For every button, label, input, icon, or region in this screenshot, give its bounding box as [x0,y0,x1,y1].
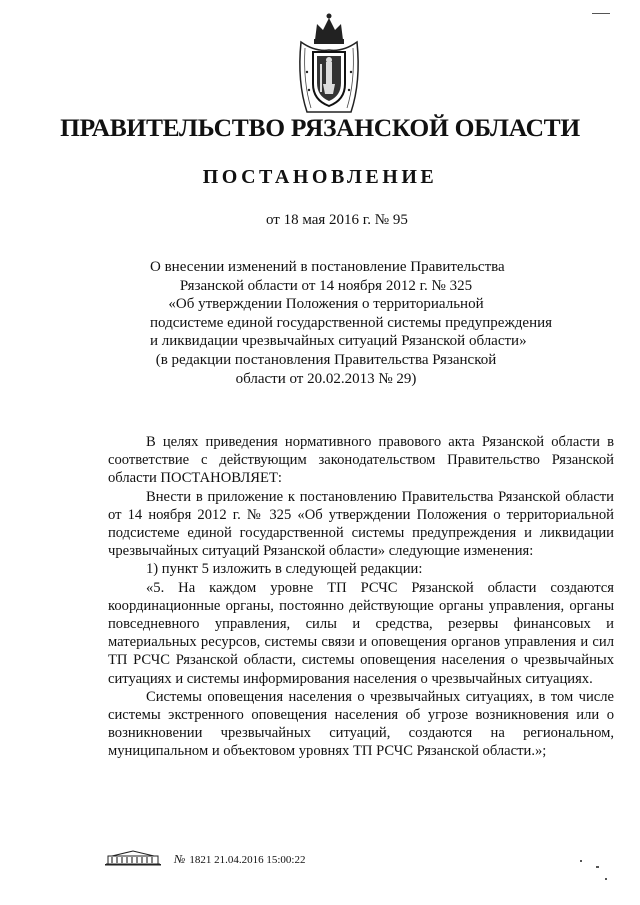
document-type: ПОСТАНОВЛЕНИЕ [202,166,438,188]
subject-line: «Об утверждении Положения о территориальной [168,296,484,313]
registration-stamp: 1821 21.04.2016 15:00:22 [189,854,306,866]
scan-speck [596,866,599,868]
subject-line: подсистеме единой государственной системы предупреждения [150,314,553,331]
document-body [108,433,614,761]
coat-of-arms-icon [293,12,365,120]
body-paragraph: В целях приведения нормативного правового акта Рязанской области в соответствие с действующим законодательством Правительство Рязанской области ПОСТАНОВЛЯЕТ: [108,434,614,487]
subject-line: О внесении изменений в постановление Правительства [150,259,505,275]
subject-line: (в редакции постановления Правительства Рязанской [155,351,497,368]
body-paragraph: 1) пункт 5 изложить в следующей редакции: [146,561,423,578]
building-stamp-icon [104,848,162,866]
scan-speck [592,13,610,14]
number-mark: № [174,852,186,866]
subject-line: и ликвидации чрезвычайных ситуаций Рязанской области» [150,333,527,350]
government-title: ПРАВИТЕЛЬСТВО РЯЗАНСКОЙ ОБЛАСТИ [60,113,580,142]
document-date: от 18 мая 2016 г. № 95 [266,212,408,228]
document-subject [150,258,553,388]
subject-line: области от 20.02.2013 № 29) [235,370,417,387]
body-paragraph: «5. На каждом уровне ТП РСЧС Рязанской области создаются координационные органы, постоянно действующие органы управления, органы повседневного управления, силы и средства, резервы финансовых и материальных ресурсов, системы связи и оповещения органов управления и сил ТП РСЧС Рязанской области, системы оповещения населения о чрезвычайных ситуациях и системы информирования населения о чрезвычайных ситуациях. [108,579,614,687]
subject-line: Рязанской области от 14 ноября 2012 г. № 325 [179,277,473,294]
body-paragraph: Системы оповещения населения о чрезвычайных ситуациях, в том числе системы экстренного оповещения населения об угрозе возникновения или о возникновении чрезвычайных ситуаций, создаются на региональном, муниципальном и объектовом уровнях ТП РСЧС Рязанской области.»; [108,688,614,760]
body-paragraph: Внести в приложение к постановлению Правительства Рязанской области от 14 ноября 2012 г. № 325 «Об утверждении Положения о территориальной подсистеме единой государственной системы предупреждения и ликвидации чрезвычайных ситуаций Рязанской области» следующие изменения: [108,488,614,560]
scan-speck [605,878,607,880]
registration-code [174,852,305,867]
scan-speck [580,860,582,862]
